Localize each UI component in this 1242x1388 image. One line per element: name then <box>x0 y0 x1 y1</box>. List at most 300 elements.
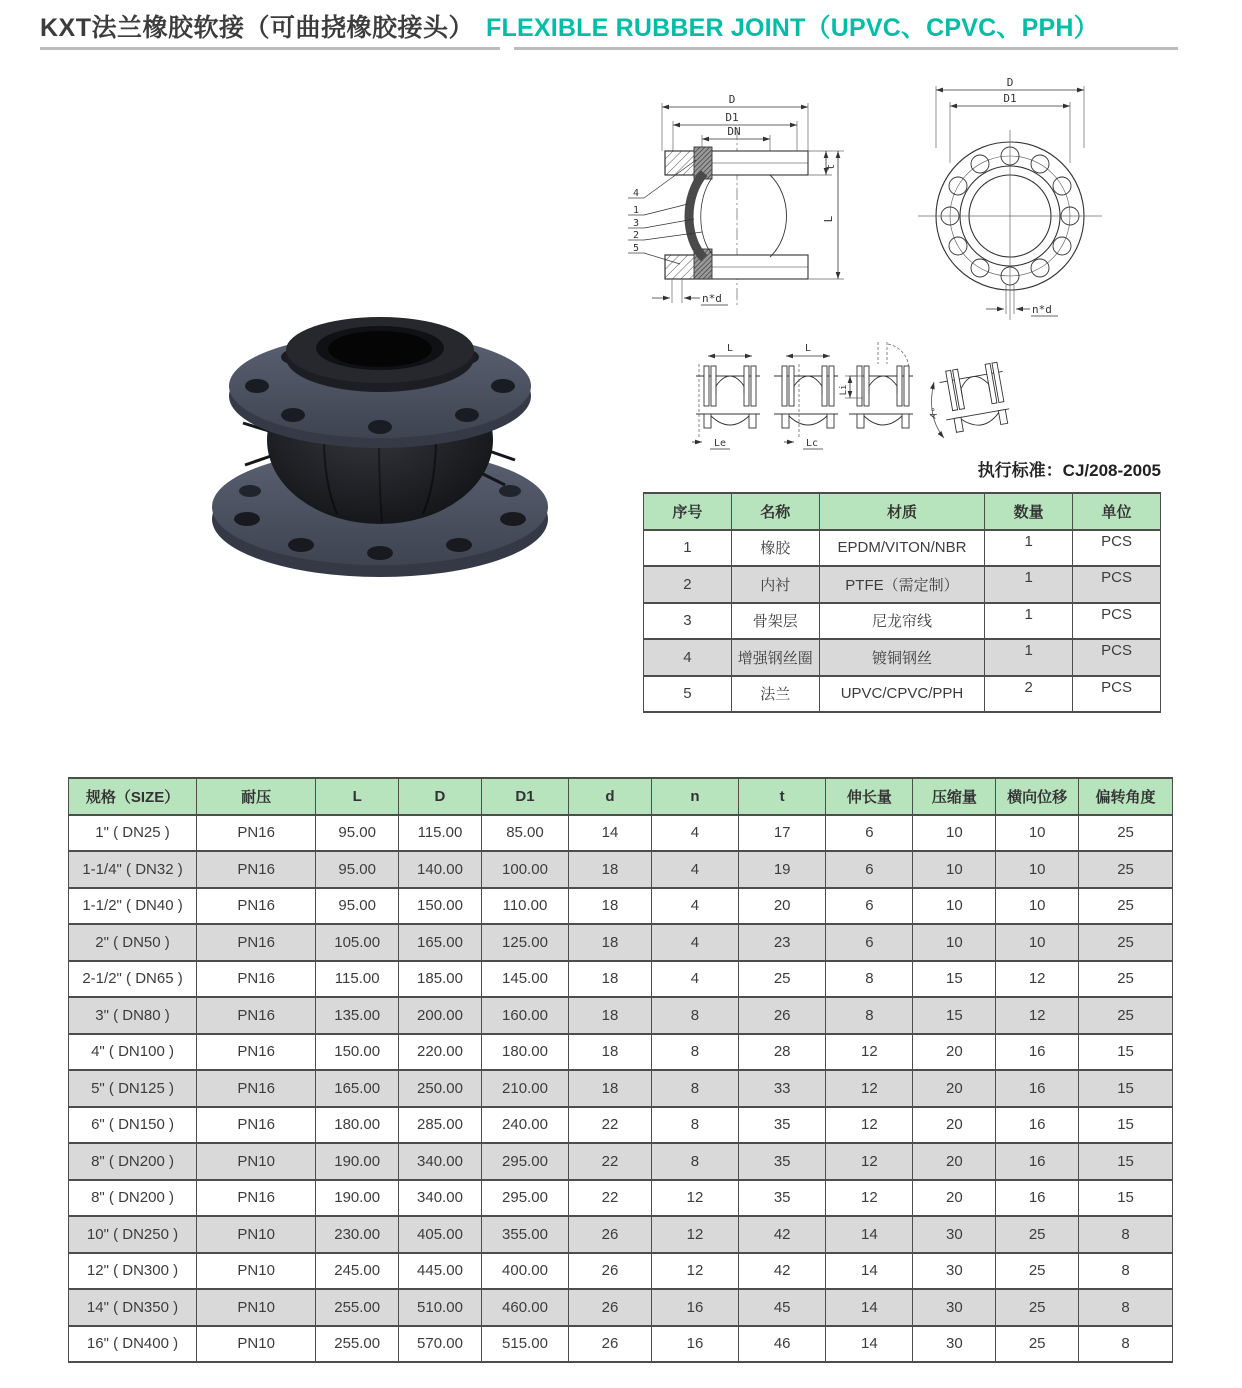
table-cell: 8 <box>651 1143 738 1180</box>
table-cell: 200.00 <box>399 997 482 1034</box>
table-cell: 3 <box>644 603 732 640</box>
table-cell: 1 <box>985 603 1073 640</box>
table-cell: 12 <box>996 961 1079 998</box>
table-cell: 6 <box>826 815 913 852</box>
table-cell: 5" ( DN125 ) <box>69 1070 197 1107</box>
callout-label: 4 <box>632 188 640 199</box>
table-cell: 4 <box>651 851 738 888</box>
table-row <box>69 1253 1173 1290</box>
joint-glyph-shape <box>711 366 716 406</box>
joint-glyph-shape <box>998 410 1007 425</box>
dim-label: D1 <box>1003 92 1017 105</box>
joint-glyph-shape <box>744 366 749 406</box>
table-cell: 19 <box>739 851 826 888</box>
table-cell: 12 <box>826 1034 913 1071</box>
table-cell: 28 <box>739 1034 826 1071</box>
table-cell: 340.00 <box>399 1143 482 1180</box>
table-cell: 15 <box>1079 1180 1173 1217</box>
table-cell: 1 <box>985 566 1073 603</box>
column-header: L <box>316 778 399 815</box>
table-cell: 125.00 <box>481 924 568 961</box>
joint-glyph-shape <box>869 376 897 394</box>
table-cell: 16 <box>651 1289 738 1326</box>
table-cell: 25 <box>1079 851 1173 888</box>
state-dim-label: Lc <box>806 438 819 449</box>
table-cell: EPDM/VITON/NBR <box>819 530 984 567</box>
table-cell: 30 <box>913 1289 996 1326</box>
table-cell: 230.00 <box>316 1216 399 1253</box>
table-cell: 95.00 <box>316 851 399 888</box>
table-row <box>644 530 1161 567</box>
column-header: D1 <box>481 778 568 815</box>
table-cell: 10 <box>913 924 996 961</box>
table-cell: 8 <box>651 1070 738 1107</box>
table-cell: 25 <box>1079 924 1173 961</box>
table-cell: 1-1/4" ( DN32 ) <box>69 851 197 888</box>
table-row <box>69 1326 1173 1363</box>
table-cell: 18 <box>569 997 652 1034</box>
table-cell: 16 <box>996 1034 1079 1071</box>
table-cell: 16" ( DN400 ) <box>69 1326 197 1363</box>
column-header: 单位 <box>1073 493 1161 530</box>
table-cell: PN10 <box>197 1326 316 1363</box>
table-cell: 42 <box>739 1253 826 1290</box>
column-header: n <box>651 778 738 815</box>
table-cell: 16 <box>996 1107 1079 1144</box>
table-cell: 26 <box>569 1253 652 1290</box>
table-cell: 15 <box>913 961 996 998</box>
table-row <box>644 603 1161 640</box>
table-cell: 15 <box>913 997 996 1034</box>
table-cell: 15 <box>1079 1034 1173 1071</box>
table-cell: 185.00 <box>399 961 482 998</box>
title-chinese: KXT法兰橡胶软接（可曲挠橡胶接头） <box>40 14 475 42</box>
joint-glyph-shape <box>789 366 794 406</box>
table-cell: 18 <box>569 851 652 888</box>
table-cell: 25 <box>1079 888 1173 925</box>
table-cell: 增强钢丝圈 <box>731 639 819 676</box>
movement-diagrams <box>690 330 1020 458</box>
table-cell: 25 <box>739 961 826 998</box>
table-cell: 8 <box>1079 1216 1173 1253</box>
table-row <box>644 566 1161 603</box>
title-underline-left <box>40 47 500 50</box>
table-cell: 6 <box>826 924 913 961</box>
table-cell: 115.00 <box>399 815 482 852</box>
table-cell: 140.00 <box>399 851 482 888</box>
table-cell: 14" ( DN350 ) <box>69 1289 197 1326</box>
table-cell: 5 <box>644 676 732 713</box>
table-cell: 180.00 <box>316 1107 399 1144</box>
table-cell: 镀铜钢丝 <box>819 639 984 676</box>
dim-label: D <box>728 93 736 106</box>
table-row <box>69 1070 1173 1107</box>
product-photo <box>185 288 575 588</box>
table-cell: 150.00 <box>399 888 482 925</box>
table-cell: PCS <box>1073 676 1161 713</box>
table-cell: 16 <box>651 1326 738 1363</box>
table-cell: 2" ( DN50 ) <box>69 924 197 961</box>
table-cell: 4 <box>644 639 732 676</box>
table-row <box>69 1107 1173 1144</box>
title-underline-right <box>514 47 1178 50</box>
table-cell: 20 <box>739 888 826 925</box>
column-header: 压缩量 <box>913 778 996 815</box>
table-cell: 18 <box>569 888 652 925</box>
table-cell: 25 <box>1079 961 1173 998</box>
table-cell: 26 <box>569 1289 652 1326</box>
table-cell: 4" ( DN100 ) <box>69 1034 197 1071</box>
table-cell: 190.00 <box>316 1143 399 1180</box>
table-cell: 内衬 <box>731 566 819 603</box>
table-cell: 95.00 <box>316 815 399 852</box>
dim-label: n*d <box>702 292 722 305</box>
table-cell: 10 <box>996 924 1079 961</box>
table-cell: 18 <box>569 924 652 961</box>
callout-label: 3 <box>632 218 640 229</box>
table-cell: 30 <box>913 1216 996 1253</box>
table-cell: 8" ( DN200 ) <box>69 1180 197 1217</box>
state-dim-label: L <box>726 343 734 354</box>
table-cell: 110.00 <box>481 888 568 925</box>
table-cell: 515.00 <box>481 1326 568 1363</box>
table-cell: 8 <box>1079 1289 1173 1326</box>
table-cell: 4 <box>651 888 738 925</box>
table-cell: 8 <box>826 997 913 1034</box>
table-cell: 30 <box>913 1253 996 1290</box>
table-cell: 20 <box>913 1070 996 1107</box>
table-cell: 8 <box>1079 1326 1173 1363</box>
table-cell: 8 <box>651 1034 738 1071</box>
table-cell: PN16 <box>197 1180 316 1217</box>
joint-glyph-shape <box>794 376 822 394</box>
table-cell: PN16 <box>197 1107 316 1144</box>
table-cell: 23 <box>739 924 826 961</box>
table-cell: 2-1/2" ( DN65 ) <box>69 961 197 998</box>
table-cell: 190.00 <box>316 1180 399 1217</box>
column-header: 伸长量 <box>826 778 913 815</box>
table-cell: 100.00 <box>481 851 568 888</box>
table-cell: 17 <box>739 815 826 852</box>
table-cell: 12 <box>826 1143 913 1180</box>
table-cell: 15 <box>1079 1107 1173 1144</box>
table-cell: 20 <box>913 1180 996 1217</box>
table-cell: PN10 <box>197 1216 316 1253</box>
table-cell: 18 <box>569 961 652 998</box>
table-cell: PN16 <box>197 851 316 888</box>
table-cell: 12 <box>826 1070 913 1107</box>
table-row <box>69 1180 1173 1217</box>
joint-glyph-shape <box>716 376 744 394</box>
table-cell: 115.00 <box>316 961 399 998</box>
joint-glyph-shape <box>704 366 709 406</box>
table-row <box>69 997 1173 1034</box>
table-cell: 145.00 <box>481 961 568 998</box>
table-cell: 1 <box>644 530 732 567</box>
table-cell: 尼龙帘线 <box>819 603 984 640</box>
state-dim-label: L <box>804 343 812 354</box>
table-cell: 25 <box>1079 997 1173 1034</box>
column-header: 名称 <box>731 493 819 530</box>
table-cell: 220.00 <box>399 1034 482 1071</box>
state-dim-label: Le <box>714 438 727 449</box>
table-cell: 10 <box>913 851 996 888</box>
table-cell: 8 <box>826 961 913 998</box>
table-cell: 15 <box>1079 1143 1173 1180</box>
table-cell: 210.00 <box>481 1070 568 1107</box>
table-cell: 135.00 <box>316 997 399 1034</box>
joint-glyph-shape <box>782 414 789 428</box>
table-cell: 6 <box>826 888 913 925</box>
joint-glyph-shape <box>751 366 756 406</box>
joint-glyph-shape <box>857 414 864 428</box>
table-cell: 16 <box>996 1180 1079 1217</box>
table-cell: 95.00 <box>316 888 399 925</box>
table-cell: 20 <box>913 1107 996 1144</box>
title-english: FLEXIBLE RUBBER JOINT（UPVC、CPVC、PPH） <box>486 14 1099 42</box>
dim-label: DN <box>727 125 741 138</box>
table-cell: 42 <box>739 1216 826 1253</box>
table-cell: PN16 <box>197 1070 316 1107</box>
callout-label: 1 <box>632 205 640 216</box>
table-cell: 18 <box>569 1034 652 1071</box>
table-cell: 295.00 <box>481 1143 568 1180</box>
table-cell: 26 <box>739 997 826 1034</box>
table-row <box>69 815 1173 852</box>
table-cell: 240.00 <box>481 1107 568 1144</box>
table-cell: 160.00 <box>481 997 568 1034</box>
table-cell: 35 <box>739 1180 826 1217</box>
table-cell: 12 <box>651 1216 738 1253</box>
table-cell: 10" ( DN250 ) <box>69 1216 197 1253</box>
table-row <box>644 676 1161 713</box>
joint-glyph-shape <box>864 366 869 406</box>
table-cell: 2 <box>644 566 732 603</box>
table-cell: 20 <box>913 1034 996 1071</box>
table-cell: 26 <box>569 1326 652 1363</box>
table-cell: 460.00 <box>481 1289 568 1326</box>
table-cell: 26 <box>569 1216 652 1253</box>
table-row <box>69 1289 1173 1326</box>
table-cell: 355.00 <box>481 1216 568 1253</box>
table-cell: 165.00 <box>316 1070 399 1107</box>
table-cell: 570.00 <box>399 1326 482 1363</box>
joint-glyph-shape <box>902 414 909 428</box>
table-cell: PN16 <box>197 924 316 961</box>
table-cell: 405.00 <box>399 1216 482 1253</box>
table-cell: 445.00 <box>399 1253 482 1290</box>
standard-note: 执行标准：CJ/208-2005 <box>977 461 1161 480</box>
table-cell: 25 <box>996 1253 1079 1290</box>
table-cell: 12 <box>651 1180 738 1217</box>
joint-glyph-shape <box>749 414 756 428</box>
table-cell: 25 <box>996 1289 1079 1326</box>
table-cell: 4 <box>651 924 738 961</box>
table-cell: 33 <box>739 1070 826 1107</box>
table-cell: 14 <box>826 1216 913 1253</box>
dim-label: L <box>822 215 835 223</box>
front-view <box>918 76 1102 320</box>
table-cell: 35 <box>739 1107 826 1144</box>
table-cell: PN10 <box>197 1253 316 1290</box>
table-cell: 10 <box>913 815 996 852</box>
table-cell: 12 <box>826 1107 913 1144</box>
table-cell: 255.00 <box>316 1289 399 1326</box>
table-cell: 16 <box>996 1070 1079 1107</box>
table-cell: UPVC/CPVC/PPH <box>819 676 984 713</box>
table-cell: 25 <box>996 1326 1079 1363</box>
table-cell: 骨架层 <box>731 603 819 640</box>
technical-drawing <box>620 68 1240 336</box>
table-cell: 14 <box>826 1289 913 1326</box>
table-cell: 4 <box>651 815 738 852</box>
table-cell: 20 <box>913 1143 996 1180</box>
table-cell: 165.00 <box>399 924 482 961</box>
table-cell: 22 <box>569 1180 652 1217</box>
callout-label: 5 <box>632 243 640 254</box>
table-cell: 85.00 <box>481 815 568 852</box>
table-cell: 16 <box>996 1143 1079 1180</box>
table-cell: 22 <box>569 1107 652 1144</box>
table-cell: 15 <box>1079 1070 1173 1107</box>
table-cell: 340.00 <box>399 1180 482 1217</box>
table-cell: PN16 <box>197 961 316 998</box>
table-cell: 4 <box>651 961 738 998</box>
dim-label: t <box>824 163 837 171</box>
table-cell: 105.00 <box>316 924 399 961</box>
table-cell: 30 <box>913 1326 996 1363</box>
table-cell: 25 <box>996 1216 1079 1253</box>
table-cell: 橡胶 <box>731 530 819 567</box>
table-cell: 35 <box>739 1143 826 1180</box>
table-cell: PCS <box>1073 639 1161 676</box>
column-header: d <box>569 778 652 815</box>
table-row <box>69 1216 1173 1253</box>
table-cell: PN16 <box>197 815 316 852</box>
table-cell: 25 <box>1079 815 1173 852</box>
callout-label: 2 <box>632 230 640 241</box>
column-header: 偏转角度 <box>1079 778 1173 815</box>
table-cell: 3" ( DN80 ) <box>69 997 197 1034</box>
top-flange <box>229 317 531 448</box>
column-header: 横向位移 <box>996 778 1079 815</box>
section-view <box>628 93 844 308</box>
table-cell: 8" ( DN200 ) <box>69 1143 197 1180</box>
column-header: 规格（SIZE） <box>69 778 197 815</box>
joint-glyph-shape <box>789 416 827 425</box>
joint-glyph-shape <box>959 374 990 397</box>
joint-glyph-shape <box>864 416 902 425</box>
table-cell: 法兰 <box>731 676 819 713</box>
table-cell: 1-1/2" ( DN40 ) <box>69 888 197 925</box>
table-cell: PN10 <box>197 1143 316 1180</box>
table-cell: 12" ( DN300 ) <box>69 1253 197 1290</box>
joint-glyph-shape <box>857 366 862 406</box>
table-row <box>69 924 1173 961</box>
column-header: 材质 <box>819 493 984 530</box>
table-cell: 1 <box>985 530 1073 567</box>
table-row <box>69 1143 1173 1180</box>
page-title <box>40 8 1099 44</box>
table-cell: 46 <box>739 1326 826 1363</box>
table-cell: 14 <box>569 815 652 852</box>
table-row <box>69 851 1173 888</box>
table-cell: 400.00 <box>481 1253 568 1290</box>
table-cell: PN16 <box>197 1034 316 1071</box>
state-dim-label: Li <box>839 384 849 396</box>
table-row <box>69 1034 1173 1071</box>
table-cell: PN16 <box>197 997 316 1034</box>
table-cell: PCS <box>1073 530 1161 567</box>
column-header: 耐压 <box>197 778 316 815</box>
table-cell: 12 <box>651 1253 738 1290</box>
table-cell: 180.00 <box>481 1034 568 1071</box>
table-cell: 285.00 <box>399 1107 482 1144</box>
table-cell: 14 <box>826 1326 913 1363</box>
table-cell: PTFE（需定制） <box>819 566 984 603</box>
joint-glyph-shape <box>822 366 827 406</box>
column-header: 数量 <box>985 493 1073 530</box>
joint-glyph-shape <box>782 366 787 406</box>
joint-glyph-shape <box>897 366 902 406</box>
table-cell: 12 <box>826 1180 913 1217</box>
table-cell: 6 <box>826 851 913 888</box>
state-dim-label: A° <box>928 406 942 421</box>
table-cell: 10 <box>996 888 1079 925</box>
table-cell: 6" ( DN150 ) <box>69 1107 197 1144</box>
table-cell: 10 <box>996 815 1079 852</box>
table-cell: 10 <box>913 888 996 925</box>
table-cell: 8 <box>651 997 738 1034</box>
table-row <box>69 961 1173 998</box>
dim-label: D <box>1006 76 1014 89</box>
table-cell: PN10 <box>197 1289 316 1326</box>
table-cell: 45 <box>739 1289 826 1326</box>
table-cell: 255.00 <box>316 1326 399 1363</box>
table-cell: 250.00 <box>399 1070 482 1107</box>
spec-table <box>68 777 1173 1363</box>
table-cell: 12 <box>996 997 1079 1034</box>
table-cell: PN16 <box>197 888 316 925</box>
joint-glyph-shape <box>961 413 1000 428</box>
table-cell: 10 <box>996 851 1079 888</box>
table-cell: 510.00 <box>399 1289 482 1326</box>
joint-glyph-shape <box>827 414 834 428</box>
table-cell: 18 <box>569 1070 652 1107</box>
table-cell: 1" ( DN25 ) <box>69 815 197 852</box>
joint-glyph-shape <box>829 366 834 406</box>
table-cell: 8 <box>1079 1253 1173 1290</box>
table-cell: 150.00 <box>316 1034 399 1071</box>
joint-glyph-shape <box>711 416 749 425</box>
table-cell: 8 <box>651 1107 738 1144</box>
dim-label: n*d <box>1032 303 1052 316</box>
column-header: t <box>739 778 826 815</box>
table-row <box>69 888 1173 925</box>
table-cell: 2 <box>985 676 1073 713</box>
joint-glyph-shape <box>704 414 711 428</box>
table-cell: PCS <box>1073 566 1161 603</box>
table-row <box>644 639 1161 676</box>
joint-glyph-shape <box>904 366 909 406</box>
table-cell: 295.00 <box>481 1180 568 1217</box>
table-cell: 14 <box>826 1253 913 1290</box>
table-cell: PCS <box>1073 603 1161 640</box>
table-cell: 1 <box>985 639 1073 676</box>
column-header: 序号 <box>644 493 732 530</box>
column-header: D <box>399 778 482 815</box>
parts-table <box>643 492 1161 713</box>
